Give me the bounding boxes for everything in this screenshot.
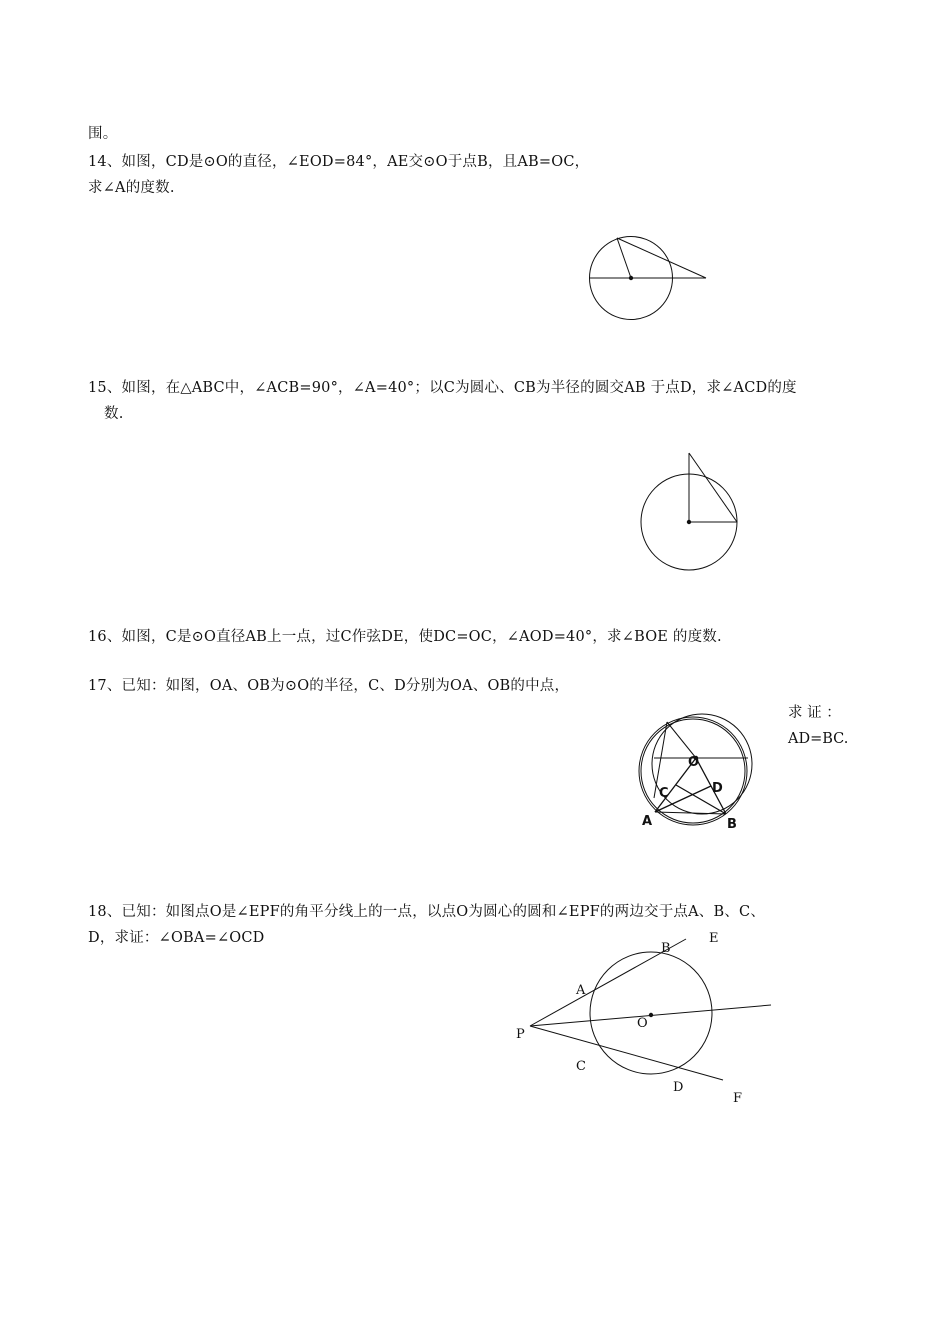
fig17-label-c: C [659, 786, 669, 801]
q18-line-2: D，求证：∠OBA=∠OCD [88, 930, 265, 946]
fig17-line-top-o [667, 722, 696, 758]
q14-line-2: 求∠A的度数. [88, 180, 175, 196]
fig17-circle-outer [639, 717, 747, 825]
q15-line-1: 15、如图，在△ABC中，∠ACB=90°，∠A=40°；以C为圆心、CB为半径的圆交AB 于点D，求∠ACD的度 [88, 380, 797, 396]
fig18-label-f: F [733, 1091, 743, 1106]
fig14-radius-oe [617, 238, 631, 278]
figure-q15 [630, 445, 750, 580]
fig18-label-c: C [576, 1059, 586, 1074]
fig18-side-pf [530, 1026, 723, 1080]
fig14-center-dot [629, 276, 633, 280]
q18-line-1: 18、已知：如图点O是∠EPF的角平分线上的一点，以点O为圆心的圆和∠EPF的两边交于点A、B、C、 [88, 904, 766, 920]
fig18-label-p: P [516, 1027, 525, 1042]
fig15-side-ab [689, 453, 737, 522]
text-line-continuation: 围。 [88, 126, 118, 142]
fig18-label-e: E [709, 931, 719, 946]
fig18-label-d: D [673, 1080, 684, 1095]
q17-line-1: 17、已知：如图，OA、OB为⊙O的半径，C、D分别为OA、OB的中点， [88, 678, 570, 694]
fig17-label-d: D [712, 781, 723, 796]
q14-line-1: 14、如图，CD是⊙O的直径，∠EOD=84°，AE交⊙O于点B，且AB=OC， [88, 154, 590, 170]
q17-prove-statement: AD=BC. [788, 731, 849, 747]
fig17-label-o: O [688, 755, 700, 770]
fig18-label-a: A [576, 983, 586, 998]
fig17-circle-outer-2 [641, 719, 745, 823]
fig17-label-a: A [642, 814, 653, 829]
fig17-label-b: B [727, 817, 737, 832]
q16-line: 16、如图，C是⊙O直径AB上一点，过C作弦DE，使DC=OC，∠AOD=40°，求∠BOE 的度数. [88, 629, 722, 645]
fig18-label-b: B [661, 941, 671, 956]
q17-prove-label: 求 证 ： [788, 705, 841, 721]
figure-q14 [580, 230, 720, 330]
fig18-center-dot [649, 1013, 653, 1017]
fig14-secant-ae [617, 238, 706, 278]
fig15-center-dot [687, 520, 691, 524]
figure-q18 [505, 925, 785, 1110]
fig18-label-o: O [637, 1016, 648, 1031]
q15-line-2: 数. [104, 406, 124, 422]
figure-q17 [630, 708, 765, 833]
